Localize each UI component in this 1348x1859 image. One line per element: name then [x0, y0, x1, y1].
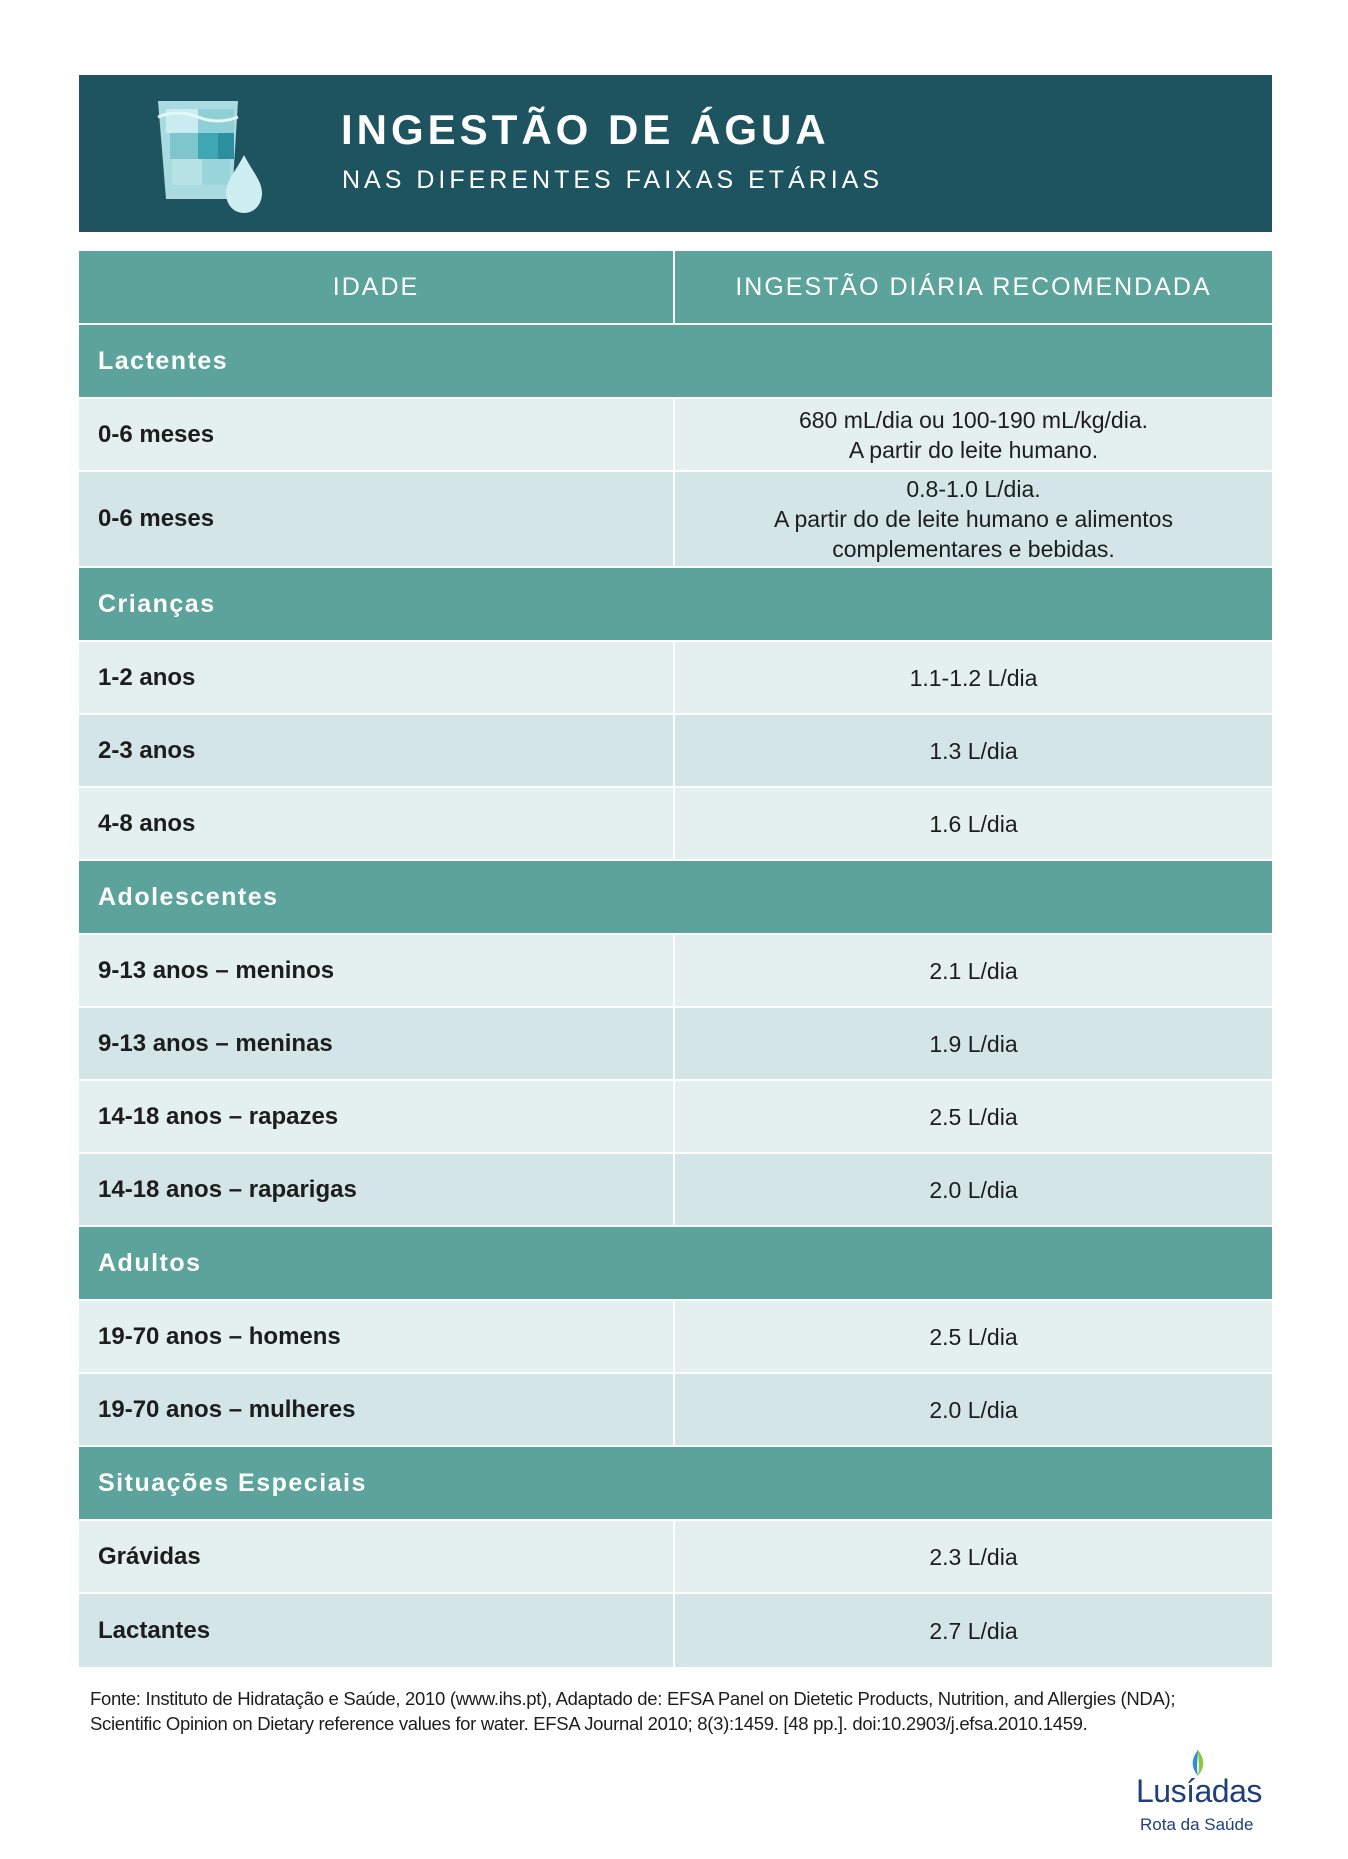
table-row — [79, 1374, 1272, 1447]
column-header-age: IDADE — [79, 251, 675, 323]
age-cell: 2-3 anos — [79, 715, 675, 786]
lusiadas-logo — [1136, 1748, 1266, 1838]
table-row — [79, 1521, 1272, 1594]
age-cell: 0-6 meses — [79, 472, 675, 566]
table-row — [79, 1081, 1272, 1154]
intake-cell: 1.3 L/dia — [929, 737, 1018, 764]
table-row — [79, 715, 1272, 788]
intake-cell: 1.1-1.2 L/dia — [909, 664, 1038, 691]
intake-cell: 1.9 L/dia — [929, 1030, 1018, 1057]
age-cell: 4-8 anos — [79, 788, 675, 859]
page-title: INGESTÃO DE ÁGUA — [341, 106, 830, 153]
intake-cell: 2.3 L/dia — [929, 1543, 1018, 1570]
group-label: Lactentes — [98, 346, 229, 375]
table-header-row — [79, 251, 1272, 325]
age-cell: 19-70 anos – homens — [79, 1301, 675, 1372]
age-cell: 9-13 anos – meninas — [79, 1008, 675, 1079]
table-row — [79, 1008, 1272, 1081]
age-cell: 14-18 anos – rapazes — [79, 1081, 675, 1152]
table-row — [79, 399, 1272, 472]
intake-cell: 2.1 L/dia — [929, 957, 1018, 984]
intake-cell — [675, 399, 1272, 470]
table-row — [79, 1154, 1272, 1227]
group-row-criancas — [79, 568, 1272, 642]
intake-cell: 2.0 L/dia — [929, 1396, 1018, 1423]
group-label: Situações Especiais — [98, 1468, 367, 1497]
table-row — [79, 1594, 1272, 1667]
age-cell: 0-6 meses — [79, 399, 675, 470]
group-label: Adolescentes — [98, 882, 279, 911]
water-intake-table — [79, 251, 1272, 1667]
group-row-adolescentes — [79, 861, 1272, 935]
table-row — [79, 935, 1272, 1008]
group-label: Adultos — [98, 1248, 202, 1277]
table-row — [79, 642, 1272, 715]
header-banner — [79, 75, 1272, 232]
intake-line: 0.8-1.0 L/dia. — [906, 476, 1041, 502]
age-cell: Grávidas — [79, 1521, 675, 1592]
table-row — [79, 1301, 1272, 1374]
group-row-adultos — [79, 1227, 1272, 1301]
age-cell: 1-2 anos — [79, 642, 675, 713]
group-row-situacoes-especiais — [79, 1447, 1272, 1521]
intake-line: A partir do de leite humano e alimentos — [774, 506, 1173, 532]
age-cell: 19-70 anos – mulheres — [79, 1374, 675, 1445]
group-label: Crianças — [98, 589, 216, 618]
water-glass-icon — [156, 99, 268, 215]
source-note — [90, 1686, 1270, 1736]
age-cell: Lactantes — [79, 1594, 675, 1667]
intake-line: 680 mL/dia ou 100-190 mL/kg/dia. — [798, 406, 1149, 433]
page-subtitle: NAS DIFERENTES FAIXAS ETÁRIAS — [342, 166, 884, 194]
age-cell: 9-13 anos – meninos — [79, 935, 675, 1006]
group-row-lactentes — [79, 325, 1272, 399]
intake-cell: 2.7 L/dia — [929, 1617, 1018, 1644]
column-header-intake: INGESTÃO DIÁRIA RECOMENDADA — [735, 272, 1212, 301]
intake-cell: 2.0 L/dia — [929, 1176, 1018, 1203]
logo-name: Lusíadas — [1136, 1773, 1262, 1809]
intake-cell — [675, 472, 1272, 566]
table-row — [79, 788, 1272, 861]
source-line: Scientific Opinion on Dietary reference values for water. EFSA Journal 2010; 8(3):1459. [48 pp.]. doi:10.2903/j.efsa.2010.1459. — [90, 1713, 1088, 1734]
age-cell: 14-18 anos – raparigas — [79, 1154, 675, 1225]
intake-cell: 2.5 L/dia — [929, 1323, 1018, 1350]
intake-line: complementares e bebidas. — [832, 536, 1115, 562]
logo-tagline: Rota da Saúde — [1140, 1815, 1254, 1834]
intake-cell: 1.6 L/dia — [929, 810, 1018, 837]
intake-line: A partir do leite humano. — [848, 436, 1099, 463]
table-row — [79, 472, 1272, 568]
source-line: Fonte: Instituto de Hidratação e Saúde, 2010 (www.ihs.pt), Adaptado de: EFSA Panel on Dietetic Products, Nutrition, and Allergies (NDA); — [90, 1688, 1176, 1709]
intake-cell: 2.5 L/dia — [929, 1103, 1018, 1130]
